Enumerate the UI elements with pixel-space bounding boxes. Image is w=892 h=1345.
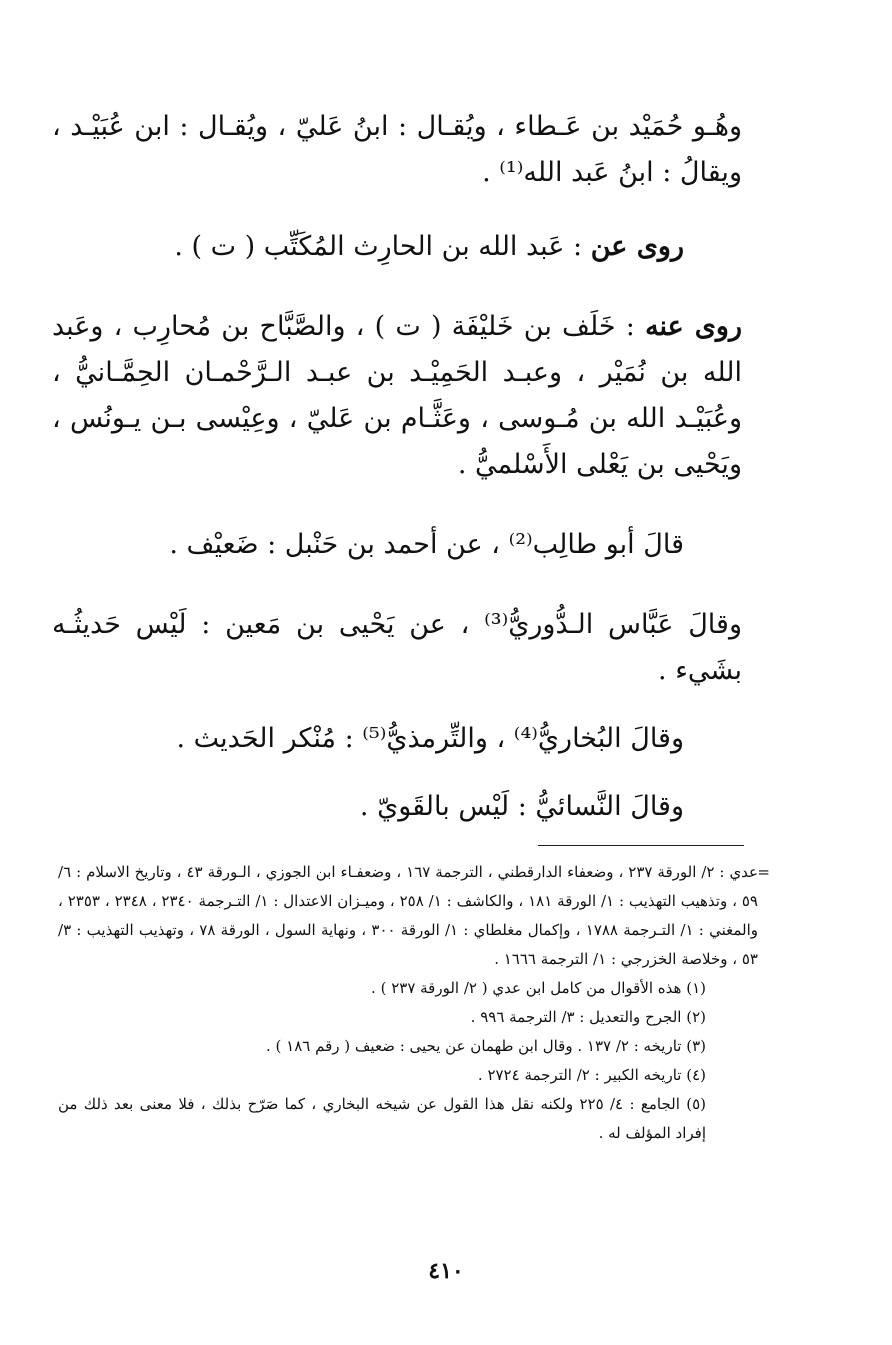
paragraph-names: وهُـو حُمَيْد بن عَـطاء ، ويُقـال : ابنُ عَليّ ، ويُقـال : ابن عُبَيْـد ، ويقالُ : ابنُ عَبد الله⁽¹⁾ . xyxy=(52,111,742,188)
footnotes xyxy=(58,858,770,1148)
main-text xyxy=(52,104,742,830)
footnote-separator xyxy=(538,845,744,846)
narrated-from-text: : عَبد الله بن الحارِث المُكَتِّب ( ت ) . xyxy=(174,231,591,262)
paragraph-narrators xyxy=(52,304,742,488)
narrators-label: روى عنه xyxy=(645,311,743,342)
paragraph-bukhari: وقالَ البُخاريُّ⁽⁴⁾ ، والتِّرمذيُّ⁽⁵⁾ : مُنْكر الحَديث . xyxy=(176,723,684,754)
footnote-5: (٥) الجامع : ٤/ ٢٢٥ ولكنه نقل هذا القول عن شيخه البخاري ، كما صَرّح بذلك ، فلا معنى بعد ذلك من إفراد المؤلف له . xyxy=(58,1095,707,1142)
narrated-from-label: روى عن xyxy=(590,231,684,262)
continuation-mark: = xyxy=(757,863,770,881)
paragraph-abbas-duri: وقالَ عَبَّاس الـدُّوريُّ⁽³⁾ ، عن يَحْيى بن مَعين : لَيْس حَديثُـه بشَيء . xyxy=(52,609,742,686)
footnote-3: (٣) تاريخه : ٢/ ١٣٧ . وقال ابن طهمان عن يحيى : ضعيف ( رقم ١٨٦ ) . xyxy=(266,1037,706,1055)
continuation-text: عدي : ٢/ الورقة ٢٣٧ ، وضعفاء الدارقطني ، الترجمة ١٦٧ ، وضعفـاء ابن الجوزي ، الـورقة ٤٣ ، وتاريخ الاسلام : ٦/ ٥٩ ، وتذهيب التهذيب : ١/ الورقة ١٨١ ، والكاشف : ١/ ٢٥٨ ، وميـزان الاعتدال : ١/ التـرجمة ٢٣٤٠ ، ٢٣٤٨ ، ٢٣٥٣ ، والمغني : ١/ التـرجمة ١٧٨٨ ، وإكمال مغلطاي : ١/ الورقة ٣٠٠ ، ونهاية السول ، الورقة ٧٨ ، وتهذيب التهذيب : ٣/ ٥٣ ، وخلاصة الخزرجي : ١/ الترجمة ١٦٦٦ . xyxy=(58,863,759,968)
paragraph-abu-talib: قالَ أبو طالِب⁽²⁾ ، عن أحمد بن حَنْبل : ضَعيْف . xyxy=(169,529,684,560)
footnote-1: (١) هذه الأقوال من كامل ابن عدي ( ٢/ الورقة ٢٣٧ ) . xyxy=(371,979,706,997)
narrators-text: : خَلَف بن خَليْفَة ( ت ) ، والصَّبَّاح بن مُحارِب ، وعَبد الله بن نُمَيْر ، وعبـد الحَمِيْـد بن عبـد الـرَّحْمـان الحِمَّـانيُّ ، وعُبَيْـد الله بن مُـوسى ، وعَثَّـام بن عَليّ ، وعِيْسى بـن يـونُس ، ويَحْيى بن يَعْلى الأَسْلميُّ . xyxy=(52,311,742,480)
footnote-2: (٢) الجرح والتعديل : ٣/ الترجمة ٩٩٦ . xyxy=(470,1008,706,1026)
footnote-continuation xyxy=(58,858,770,974)
paragraph-nasai: وقالَ النَّسائيُّ : لَيْس بالقَويّ . xyxy=(359,791,684,822)
page-number: ٤١٠ xyxy=(428,1258,464,1284)
paragraph-narrated-from xyxy=(52,224,742,270)
footnote-4: (٤) تاريخه الكبير : ٢/ الترجمة ٢٧٢٤ . xyxy=(477,1066,706,1084)
